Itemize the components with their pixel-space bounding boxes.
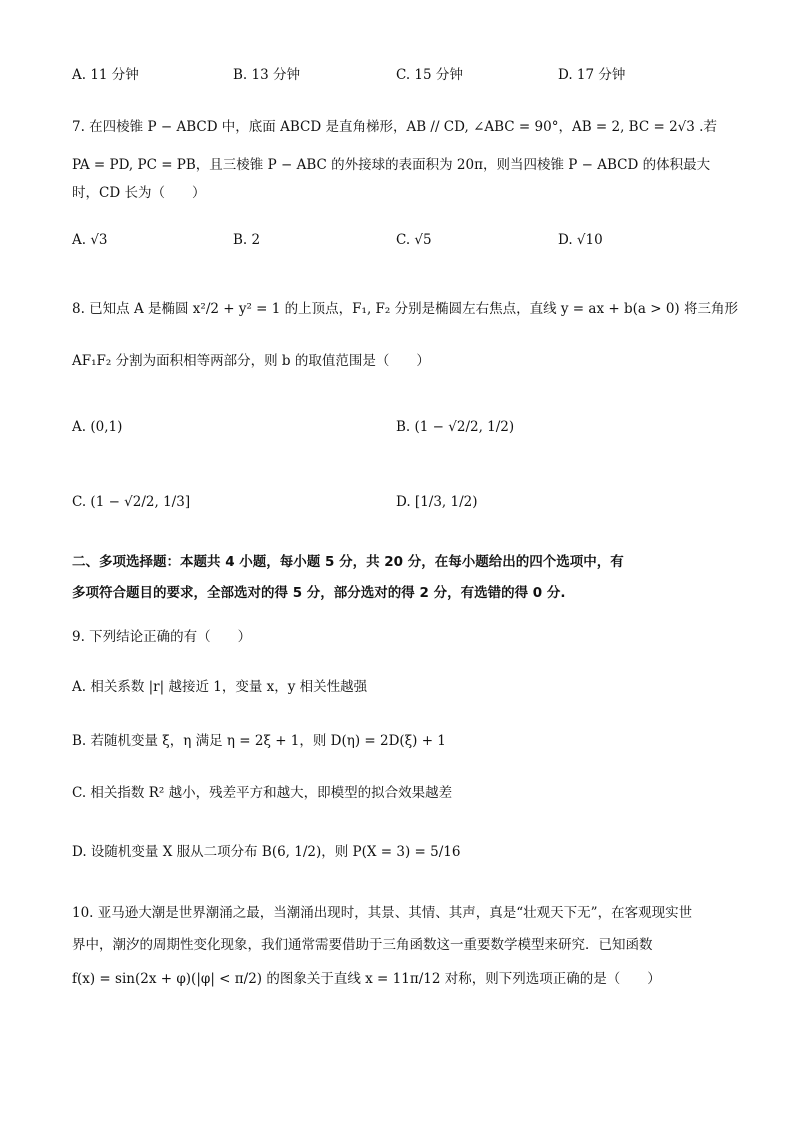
section2-heading-line1: 二、多项选择题：本题共 4 小题，每小题 5 分，共 20 分，在每小题给出的四个选项中，有 <box>72 554 624 570</box>
q7-option-b: B. 2 <box>233 232 261 248</box>
q8-option-a: A. (0,1) <box>72 419 123 435</box>
q8-option-d: D. [1/3, 1/2) <box>396 494 478 510</box>
section2-heading-line2: 多项符合题目的要求，全部选对的得 5 分，部分选对的得 2 分，有选错的得 0 分. <box>72 585 566 601</box>
q8-stem-line2: AF₁F₂ 分割为面积相等两部分，则 b 的取值范围是（ ） <box>72 353 430 369</box>
q6-option-d: D. 17 分钟 <box>558 67 626 83</box>
q10-stem-line1: 10. 亚马逊大潮是世界潮涌之最，当潮涌出现时，其景、其情、其声，真是“壮观天下无”，在客观现实世 <box>72 905 693 921</box>
q6-option-b: B. 13 分钟 <box>233 67 300 83</box>
q7-stem-line3: 时，CD 长为（ ） <box>72 185 206 201</box>
q6-option-a: A. 11 分钟 <box>72 67 139 83</box>
q9-stem: 9. 下列结论正确的有（ ） <box>72 629 252 645</box>
q7-stem-line1: 7. 在四棱锥 P − ABCD 中，底面 ABCD 是直角梯形，AB // CD, ∠ABC = 90°，AB = 2, BC = 2√3 .若 <box>72 119 717 135</box>
q8-stem-line1: 8. 已知点 A 是椭圆 x²/2 + y² = 1 的上顶点，F₁, F₂ 分别是椭圆左右焦点，直线 y = ax + b(a > 0) 将三角形 <box>72 301 738 317</box>
q9-option-a: A. 相关系数 |r| 越接近 1，变量 x，y 相关性越强 <box>72 679 368 695</box>
q7-option-c: C. √5 <box>396 232 432 248</box>
q7-stem-line2: PA = PD, PC = PB，且三棱锥 P − ABC 的外接球的表面积为 20π，则当四棱锥 P − ABCD 的体积最大 <box>72 157 711 173</box>
q10-stem-line2: 界中，潮汐的周期性变化现象，我们通常需要借助于三角函数这一重要数学模型来研究．已知函数 <box>72 937 653 953</box>
q6-option-c: C. 15 分钟 <box>396 67 463 83</box>
q7-option-d: D. √10 <box>558 232 603 248</box>
q10-stem-line3: f(x) = sin(2x + φ)(|φ| < π/2) 的图象关于直线 x = 11π/12 对称，则下列选项正确的是（ ） <box>72 971 661 987</box>
q8-option-b: B. (1 − √2/2, 1/2) <box>396 419 515 435</box>
q9-option-b: B. 若随机变量 ξ，η 满足 η = 2ξ + 1，则 D(η) = 2D(ξ) + 1 <box>72 733 446 749</box>
q9-option-c: C. 相关指数 R² 越小，残差平方和越大，即模型的拟合效果越差 <box>72 785 453 801</box>
q7-option-a: A. √3 <box>72 232 108 248</box>
q8-option-c: C. (1 − √2/2, 1/3] <box>72 494 191 510</box>
q9-option-d: D. 设随机变量 X 服从二项分布 B(6, 1/2)，则 P(X = 3) = 5/16 <box>72 844 461 860</box>
